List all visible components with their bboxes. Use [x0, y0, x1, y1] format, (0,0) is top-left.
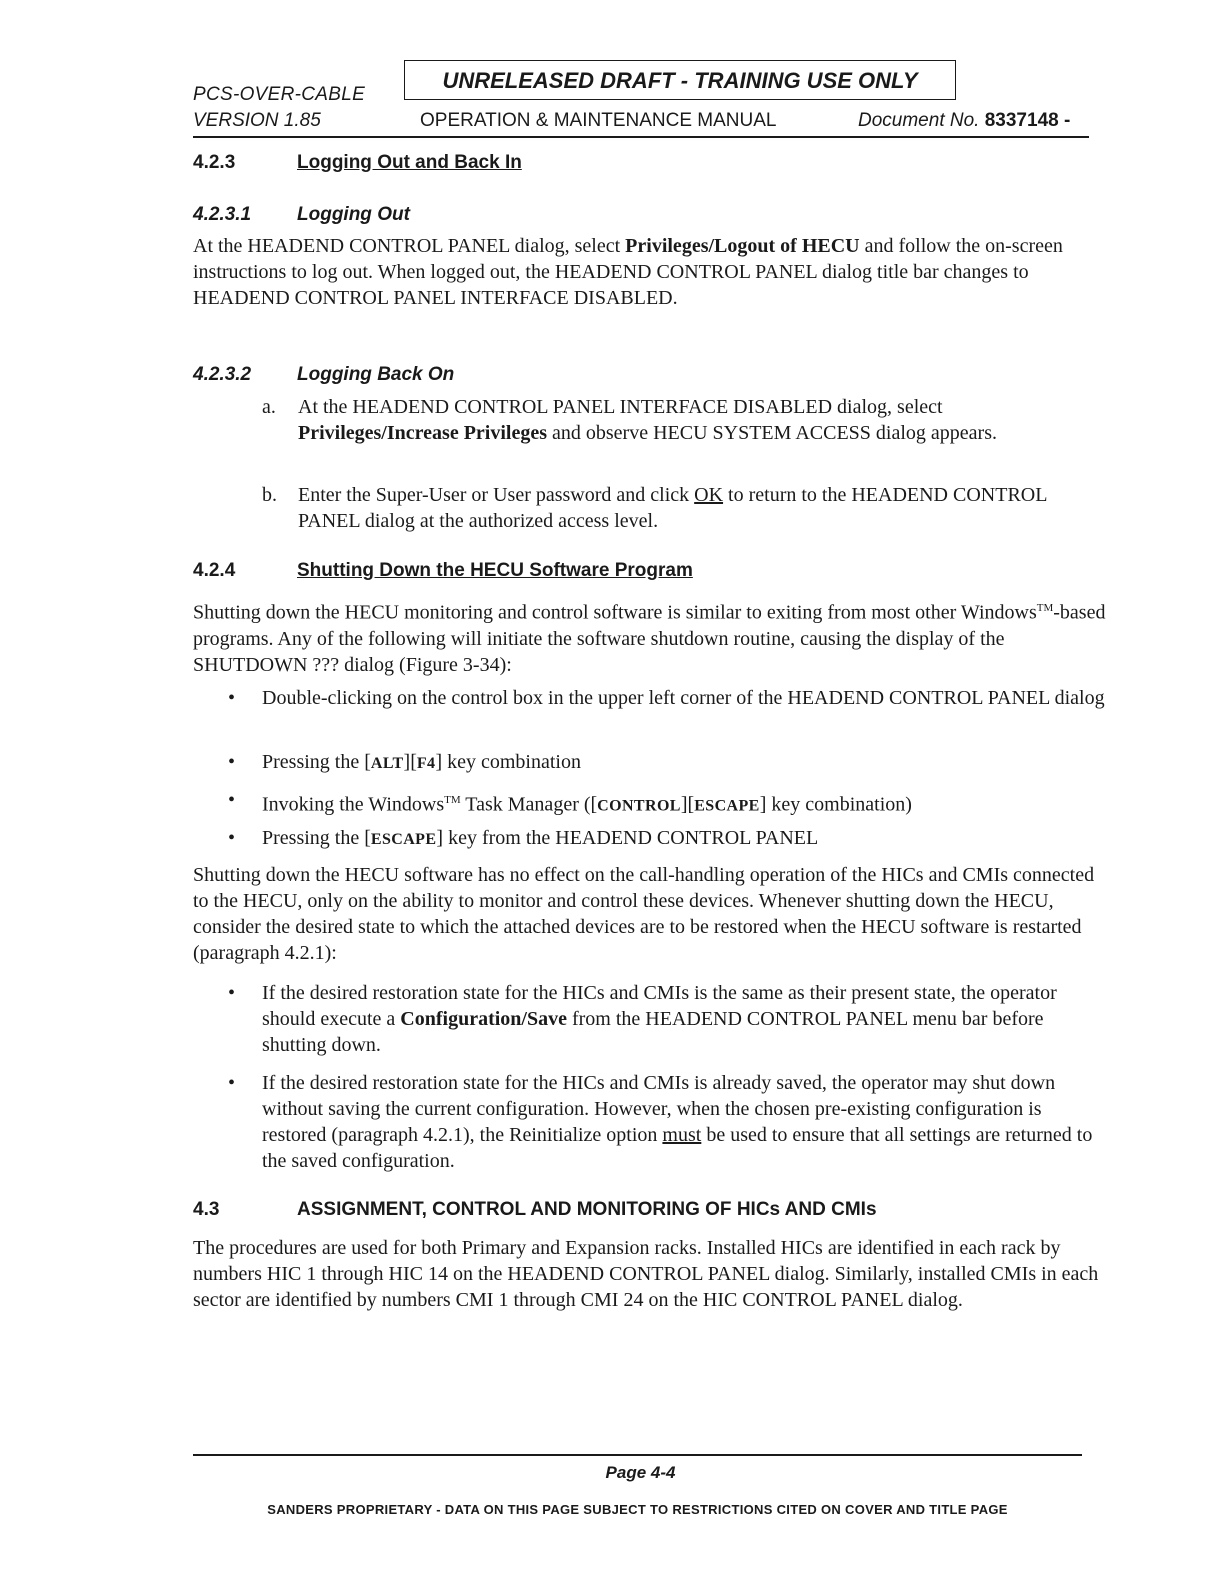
doc-number: 8337148 -: [984, 110, 1071, 131]
section-4-2-3-heading: [193, 152, 522, 174]
section-title: Shutting Down the HECU Software Program: [297, 560, 693, 581]
menu-path-increase-privileges: Privileges/Increase Privileges: [298, 422, 547, 444]
text-run: Shutting down the HECU monitoring and control software is similar to exiting from most other Windows: [193, 601, 1037, 624]
key-escape: ESCAPE: [370, 831, 437, 848]
section-number: 4.3: [193, 1199, 220, 1220]
text-run: be used to ensure that all settings are returned to the saved configuration.: [262, 1124, 1093, 1172]
proprietary-notice: SANDERS PROPRIETARY - DATA ON THIS PAGE SUBJECT TO RESTRICTIONS CITED ON COVER AND TITLE PAGE: [267, 1502, 1008, 1517]
section-number: 4.2.4: [193, 560, 236, 581]
text-run: Enter the Super-User or User password and click: [298, 484, 695, 506]
bullet-item-double-click: [228, 685, 1108, 711]
menu-path-logout: Privileges/Logout of HECU: [625, 235, 860, 257]
section-4-2-3-1-heading: [193, 204, 410, 226]
page-number: Page 4-4: [605, 1463, 676, 1482]
key-control: CONTROL: [597, 797, 681, 815]
text-run: If the desired restoration state for the HICs and CMIs is already saved, the operator may shut down without saving the current configuration. However, when the chosen pre-existing configuration is restored (paragraph 4.2.1), the Reinitialize option: [262, 1072, 1056, 1146]
bullet-item-task-manager: [228, 787, 1108, 820]
text-run: and observe HECU SYSTEM ACCESS dialog appears.: [547, 422, 997, 444]
logging-out-paragraph: [193, 233, 1108, 311]
section-number: 4.2.3: [193, 152, 236, 173]
bullet-icon: •: [228, 751, 236, 773]
text-run: Invoking the Windows: [262, 793, 445, 816]
step-a: [262, 394, 1108, 446]
bullet-icon: •: [228, 1072, 236, 1094]
text-run: ] key from the HEADEND CONTROL PANEL: [436, 827, 819, 849]
section-title: Logging Out: [297, 204, 410, 225]
text-run: to return to the HEADEND CONTROL PANEL dialog at the authorized access level.: [298, 484, 1047, 532]
bullet-text: [262, 787, 1108, 820]
section-4-2-3-2-heading: [193, 364, 454, 386]
key-f4: F4: [416, 755, 436, 772]
bullet-text: [262, 1070, 1108, 1174]
step-text: [298, 482, 1108, 534]
bullet-icon: •: [228, 827, 236, 849]
section-number: 4.2.3.1: [193, 204, 252, 225]
step-text: [298, 394, 1108, 446]
text-run: If the desired restoration state for the HICs and CMIs is the same as their present state, the operator should execute a: [262, 982, 1057, 1030]
section-title: ASSIGNMENT, CONTROL AND MONITORING OF HICs AND CMIs: [297, 1199, 877, 1220]
header-manual: OPERATION & MAINTENANCE MANUAL: [420, 110, 777, 131]
step-marker: b.: [262, 484, 277, 506]
bullet-icon: •: [228, 687, 236, 709]
bullet-item-alt-f4: [228, 749, 1108, 777]
step-b: [262, 482, 1108, 534]
assignment-paragraph: The procedures are used for both Primary and Expansion racks. Installed HICs are identified in each rack by numbers HIC 1 through HIC 14 on the HEADEND CONTROL PANEL dialog. Similarly, installed CMIs in each sector are identified by numbers CMI 1 through CMI 24 on the HIC CONTROL PANEL dialog.: [193, 1237, 1099, 1311]
emphasis-must: must: [662, 1124, 702, 1146]
header-version: VERSION 1.85: [193, 110, 321, 131]
step-marker: a.: [262, 396, 276, 418]
shutdown-effect-paragraph: Shutting down the HECU software has no effect on the call-handling operation of the HICs and CMIs connected to the HECU, only on the ability to monitor and control these devices. Whenever shutting down the HECU, consider the desired state to which the attached devices are to be restored when the HECU software is restarted (paragraph 4.2.1):: [193, 864, 1095, 964]
doc-label: Document No.: [858, 110, 980, 131]
section-title: Logging Out and Back In: [297, 152, 522, 173]
text-run: Pressing the [: [262, 751, 371, 773]
key-escape: ESCAPE: [694, 797, 760, 815]
footer-rule: [193, 1454, 1082, 1456]
trademark-mark: TM: [444, 794, 461, 806]
text-run: and follow the on-screen instructions to log out. When logged out, the HEADEND CONTROL PANEL dialog title bar changes to HEADEND CONTROL PANEL INTERFACE DISABLED.: [193, 235, 1063, 309]
bullet-item-escape: [228, 825, 1108, 853]
bullet-icon: •: [228, 789, 236, 811]
key-alt: ALT: [370, 755, 404, 772]
text-run: ] key combination: [435, 751, 581, 773]
bullet-text: [262, 980, 1108, 1058]
text-run: At the HEADEND CONTROL PANEL INTERFACE DISABLED dialog, select: [298, 396, 943, 418]
bullet-item-configuration-save: [228, 980, 1108, 1058]
ok-label: OK: [694, 484, 724, 506]
section-number: 4.2.3.2: [193, 364, 252, 385]
text-run: ][: [680, 793, 695, 816]
section-title: Logging Back On: [297, 364, 455, 385]
bullet-item-reinitialize: [228, 1070, 1108, 1174]
bullet-text: [262, 749, 1108, 777]
text-run: ][: [403, 751, 417, 773]
bullet-text: [262, 825, 1108, 853]
text-run: from the HEADEND CONTROL PANEL menu bar before shutting down.: [262, 1008, 1044, 1056]
text-run: At the HEADEND CONTROL PANEL dialog, select: [193, 235, 626, 257]
header-document-number: [858, 110, 1070, 132]
text-run: ] key combination): [759, 793, 912, 816]
text-run: Pressing the [: [262, 827, 371, 849]
text-run: Task Manager ([: [460, 793, 598, 816]
text-run: -based programs. Any of the following will initiate the software shutdown routine, causing the display of the SHUTDOWN ??? dialog (Figure 3-34):: [193, 601, 1106, 676]
header-product: PCS-OVER-CABLE: [193, 84, 366, 105]
header-rule: [193, 136, 1089, 138]
shutdown-intro-paragraph: [193, 595, 1108, 678]
draft-banner: UNRELEASED DRAFT - TRAINING USE ONLY: [404, 60, 956, 100]
bullet-icon: •: [228, 982, 236, 1004]
section-4-2-4-heading: [193, 560, 693, 582]
section-4-3-heading: [193, 1199, 877, 1221]
menu-path-configuration-save: Configuration/Save: [400, 1008, 567, 1030]
trademark-mark: TM: [1036, 602, 1054, 614]
bullet-text: Double-clicking on the control box in the upper left corner of the HEADEND CONTROL PANEL dialog: [262, 687, 1105, 709]
